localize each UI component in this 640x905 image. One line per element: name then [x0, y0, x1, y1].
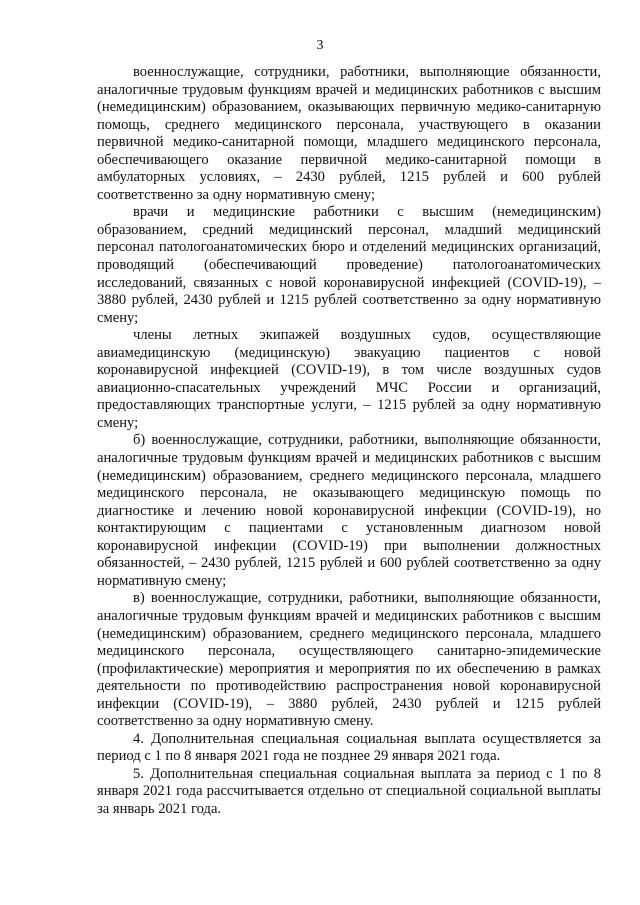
document-body	[97, 64, 601, 819]
paragraph-clause-4: 4. Дополнительная специальная социальная выплата осуществляется за период с 1 по 8 января 2021 года не позднее 29 января 2021 года.	[97, 730, 601, 765]
page-number: 3	[316, 38, 324, 53]
paragraph-item-b: б) военнослужащие, сотрудники, работники, выполняющие обязанности, аналогичные трудовым функциям врачей и медицинских работников с высшим (немедицинским) образованием, среднего медицинского персонала, младшего медицинского персонала, не оказывающего медицинскую помощь по диагностике и лечению новой коронавирусной инфекции (COVID-19), но контактирующим с пациентами с установленным диагнозом новой коронавирусной инфекции (COVID-19) при выполнении должностных обязанностей, – 2430 рублей, 1215 рублей и 600 рублей соответственно за одну нормативную смену;	[97, 432, 601, 589]
paragraph-clause-5: 5. Дополнительная специальная социальная выплата за период с 1 по 8 января 2021 года рассчитывается отдельно от специальной социальной выплаты за январь 2021 года.	[97, 765, 601, 817]
paragraph-flight-crews: члены летных экипажей воздушных судов, осуществляющие авиамедицинскую (медицинскую) эвакуацию пациентов с новой коронавирусной инфекцией (COVID-19), в том числе воздушных судов авиационно-спасательных учреждений МЧС России и организаций, предоставляющих транспортные услуги, – 1215 рублей за одну нормативную смену;	[97, 327, 601, 431]
paragraph-pathology-staff: врачи и медицинские работники с высшим (немедицинским) образованием, средний медицинский персонал, младший медицинский персонал патологоанатомических бюро и отделений медицинских организаций, проводящий (обеспечивающий проведение) патологоанатомических исследований, связанных с новой коронавирусной инфекцией (COVID-19), – 3880 рублей, 2430 рублей и 1215 рублей соответственно за одну нормативную смену;	[97, 204, 601, 326]
paragraph-military-primary-care: военнослужащие, сотрудники, работники, выполняющие обязанности, аналогичные трудовым функциям врачей и медицинских работников с высшим (немедицинским) образованием, оказывающих первичную медико-санитарную помощь, среднего медицинского персонала, участвующего в оказании первичной медико-санитарной помощи, младшего медицинского персонала, обеспечивающего оказание первичной медико-санитарной помощи в амбулаторных условиях, – 2430 рублей, 1215 рублей и 600 рублей соответственно за одну нормативную смену;	[97, 64, 601, 203]
paragraph-item-v: в) военнослужащие, сотрудники, работники, выполняющие обязанности, аналогичные трудовым функциям врачей и медицинских работников с высшим (немедицинским) образованием, среднего медицинского персонала, младшего медицинского персонала, осуществляющего санитарно-эпидемические (профилактические) мероприятия и мероприятия по их обеспечению в рамках деятельности по противодействию распространения новой коронавирусной инфекции (COVID-19), – 3880 рублей, 2430 рублей и 1215 рублей соответственно за одну нормативную смену.	[97, 590, 601, 730]
